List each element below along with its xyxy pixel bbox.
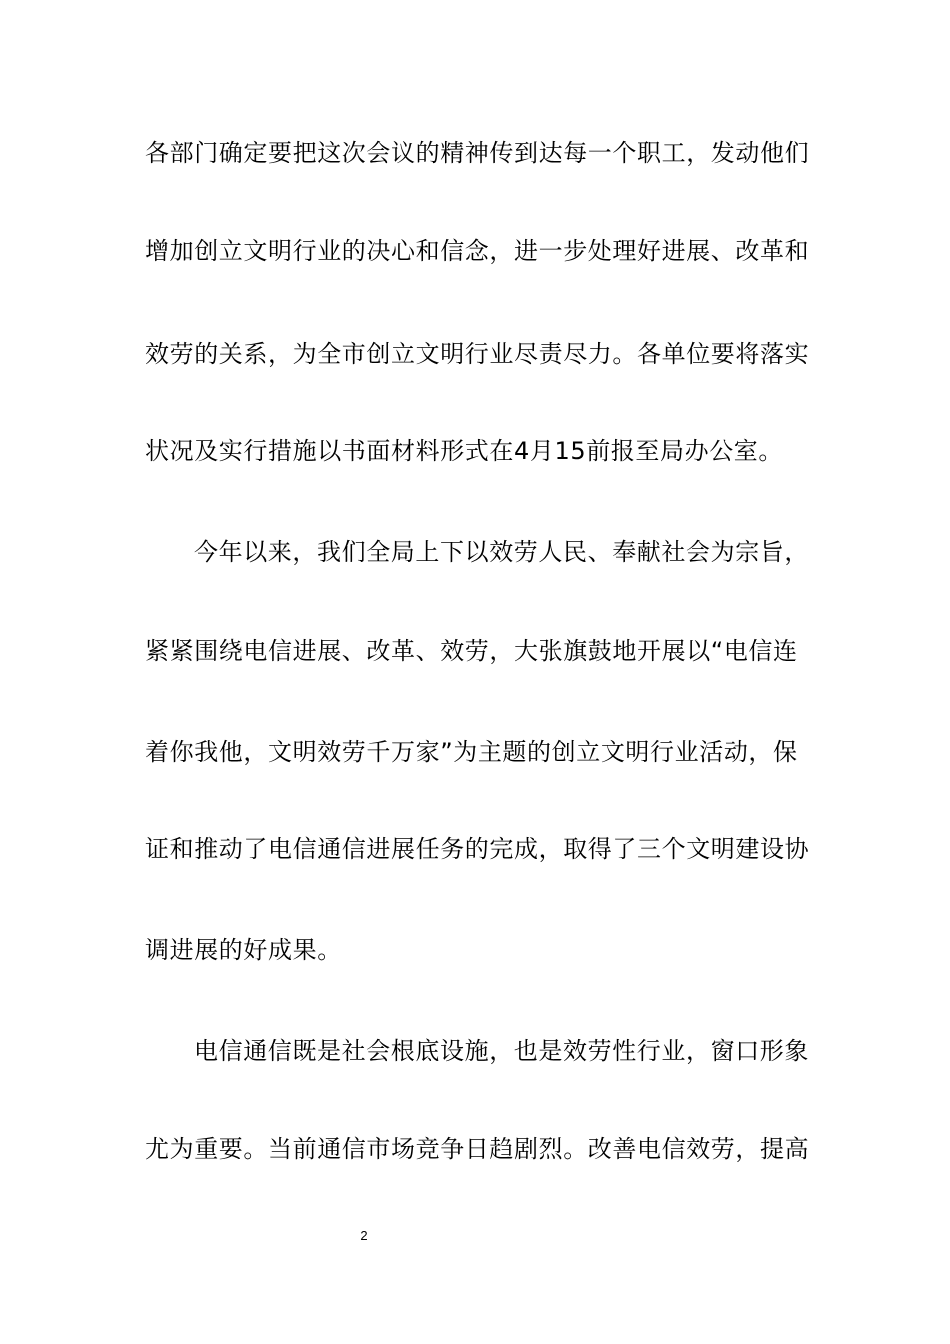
paragraph-line: 增加创立文明行业的决心和信念，进一步处理好进展、改革和 bbox=[145, 237, 810, 265]
page-number: 2 bbox=[360, 1228, 368, 1243]
paragraph-line: 今年以来，我们全局上下以效劳人民、奉献社会为宗旨， bbox=[194, 538, 809, 566]
paragraph-line: 着你我他，文明效劳千万家”为主题的创立文明行业活动，保 bbox=[145, 738, 798, 766]
paragraph-line: 证和推动了电信通信进展任务的完成，取得了三个文明建设协 bbox=[145, 835, 810, 863]
paragraph-line: 尤为重要。当前通信市场竞争日趋剧烈。改善电信效劳，提高 bbox=[145, 1135, 810, 1163]
paragraph-line: 紧紧围绕电信进展、改革、效劳，大张旗鼓地开展以“电信连 bbox=[145, 637, 798, 665]
paragraph-line: 状况及实行措施以书面材料形式在4月15前报至局办公室。 bbox=[145, 437, 784, 465]
paragraph-line: 各部门确定要把这次会议的精神传到达每一个职工，发动他们 bbox=[145, 139, 810, 167]
paragraph-line: 效劳的关系，为全市创立文明行业尽责尽力。各单位要将落实 bbox=[145, 340, 810, 368]
paragraph-line: 调进展的好成果。 bbox=[145, 936, 342, 964]
paragraph-line: 电信通信既是社会根底设施，也是效劳性行业，窗口形象 bbox=[194, 1037, 809, 1065]
